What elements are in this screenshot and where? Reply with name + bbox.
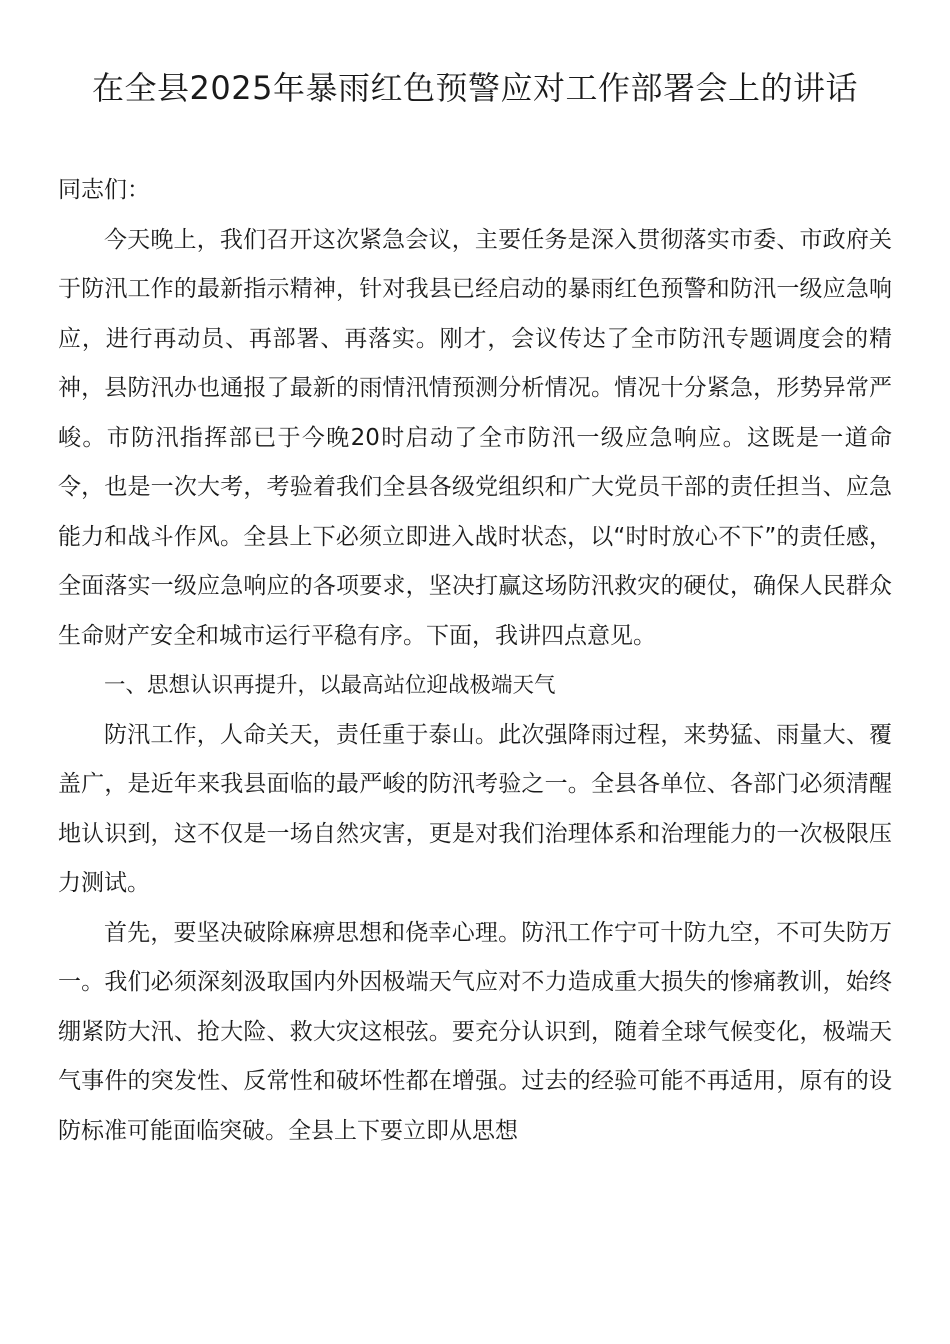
section-paragraph-1: 防汛工作，人命关天，责任重于泰山。此次强降雨过程，来势猛、雨量大、覆盖广，是近年来我县面临的最严峻的防汛考验之一。全县各单位、各部门必须清醒地认识到，这不仅是一场自然灾害，更是对我们治理体系和治理能力的一次极限压力测试。 — [58, 721, 892, 896]
section-paragraph-2: 首先，要坚决破除麻痹思想和侥幸心理。防汛工作宁可十防九空，不可失防万一。我们必须深刻汲取国内外因极端天气应对不力造成重大损失的惨痛教训，始终绷紧防大汛、抢大险、救大灾这根弦。要充分认识到，随着全球气候变化，极端天气事件的突发性、反常性和破坏性都在增强。过去的经验可能不再适用，原有的设防标准可能面临突破。全县上下要立即从思想 — [58, 919, 892, 1144]
opening-paragraph: 今天晚上，我们召开这次紧急会议，主要任务是深入贯彻落实市委、市政府关于防汛工作的最新指示精神，针对我县已经启动的暴雨红色预警和防汛一级应急响应，进行再动员、再部署、再落实。刚才，会议传达了全市防汛专题调度会的精神，县防汛办也通报了最新的雨情汛情预测分析情况。情况十分紧急，形势异常严峻。市防汛指挥部已于今晚20时启动了全市防汛一级应急响应。这既是一道命令，也是一次大考，考验着我们全县各级党组织和广大党员干部的责任担当、应急能力和战斗作风。全县上下必须立即进入战时状态，以“时时放心不下”的责任感，全面落实一级应急响应的各项要求，坚决打赢这场防汛救灾的硬仗，确保人民群众生命财产安全和城市运行平稳有序。下面，我讲四点意见。 — [58, 226, 892, 649]
section-heading-1: 一、思想认识再提升，以最高站位迎战极端天气 — [104, 673, 556, 698]
salutation: 同志们： — [58, 177, 150, 203]
document-body — [58, 166, 892, 1156]
document-title: 在全县2025年暴雨红色预警应对工作部署会上的讲话 — [92, 69, 858, 107]
